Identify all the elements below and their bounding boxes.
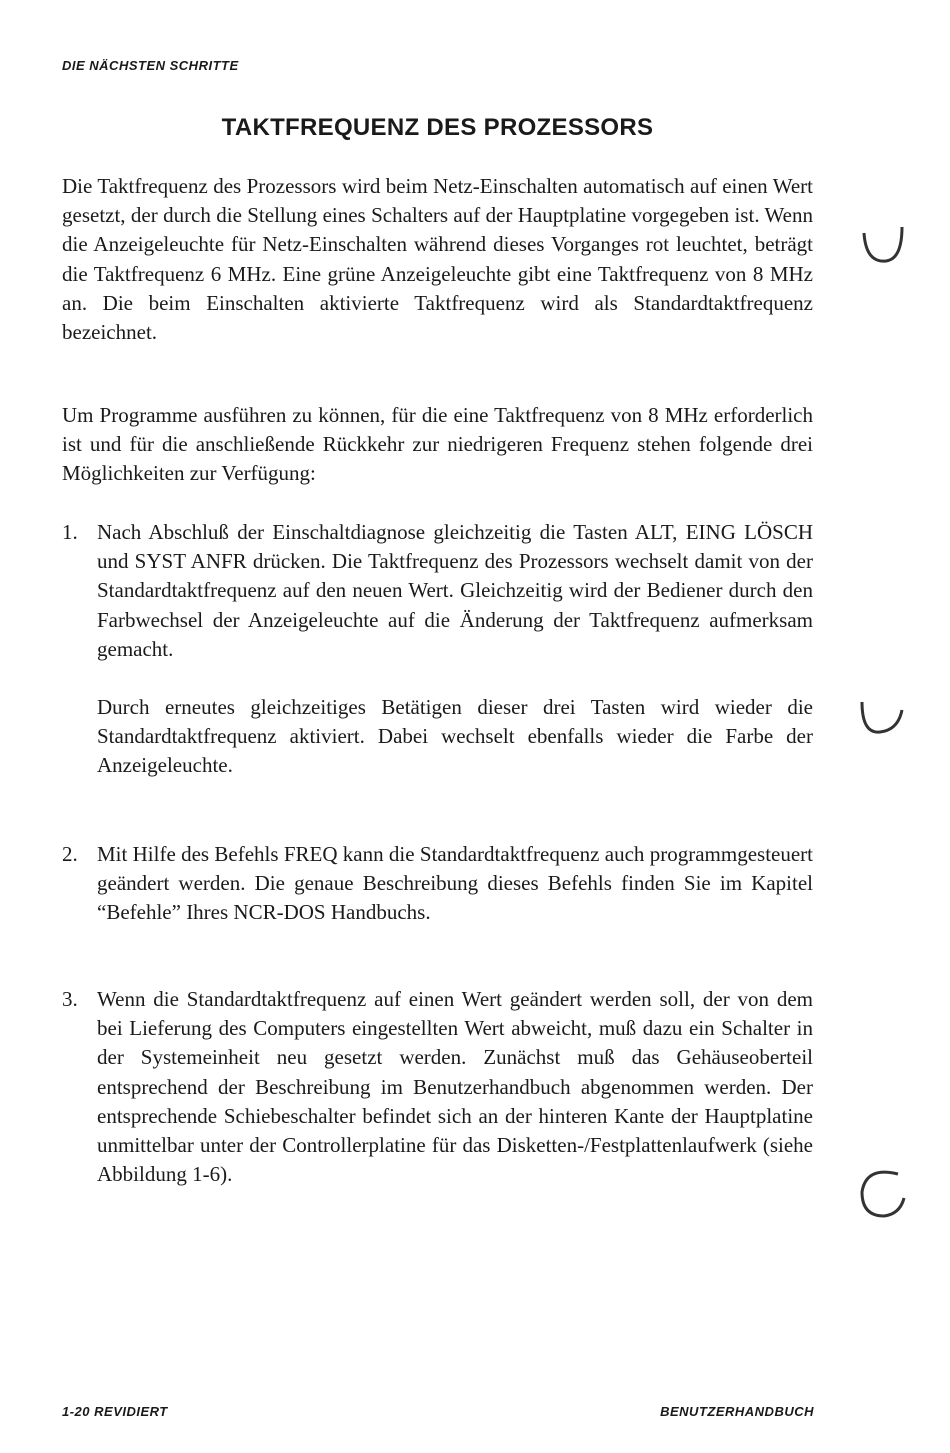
list-item-text: Mit Hilfe des Befehls FREQ kann die Standardtaktfrequenz auch programmgesteuert geändert werden. Die genaue Beschreibung dieses Befehls finden Sie im Kapitel “Befehle” Ihres NCR-DOS Handbuchs. (97, 842, 813, 925)
list-item-3 (62, 985, 813, 1189)
options-paragraph: Um Programme ausführen zu können, für die eine Taktfrequenz von 8 MHz erforderlich ist und für die anschließende Rückkehr zur niedrigeren Frequenz stehen folgende drei Möglichkeiten zur Verfügung: (62, 403, 813, 486)
binder-hole-mark-bottom (852, 1160, 912, 1230)
running-header: DIE NÄCHSTEN SCHRITTE (62, 58, 239, 73)
list-item-1 (62, 518, 813, 781)
list-item-number: 2. (62, 842, 78, 866)
binder-hole-mark-top (852, 205, 912, 275)
footer-book-title: BENUTZERHANDBUCH (660, 1404, 814, 1419)
list-item-text: Wenn die Standardtaktfrequenz auf einen Wert geändert werden soll, der von dem bei Lieferung des Computers eingestellten Wert abweicht, muß dazu ein Schalter in der Systemeinheit neu gesetzt werden. Zunächst muß das Gehäuseoberteil entsprechend der Beschreibung im Benutzerhandbuch abgenommen werden. Der entsprechende Schiebeschalter befindet sich an der hinteren Kante der Hauptplatine unmittelbar unter der Controllerplatine für das Disketten-/Festplattenlaufwerk (siehe Abbildung 1-6). (97, 987, 813, 1187)
section-title: TAKTFREQUENZ DES PROZESSORS (221, 114, 654, 141)
intro-paragraph: Die Taktfrequenz des Prozessors wird beim Netz-Einschalten automatisch auf einen Wert gesetzt, der durch die Stellung eines Schalters auf der Hauptplatine vorgegeben ist. Wenn die Anzeigeleuchte für Netz-Einschalten während dieses Vorganges rot leuchtet, beträgt die Taktfrequenz 6 MHz. Eine grüne Anzeigeleuchte gibt eine Taktfrequenz von 8 MHz an. Die beim Einschalten aktivierte Taktfrequenz wird als Standardtaktfrequenz bezeichnet. (62, 174, 813, 345)
footer-page-number: 1-20 REVIDIERT (62, 1404, 168, 1419)
list-item-followup-text: Durch erneutes gleichzeitiges Betätigen dieser drei Tasten wird wieder die Standardtaktfrequenz aktiviert. Dabei wechselt ebenfalls wieder die Farbe der Anzeigeleuchte. (97, 695, 813, 778)
list-item-number: 1. (62, 520, 78, 544)
list-item-2 (62, 840, 813, 928)
binder-hole-mark-middle (852, 690, 912, 750)
list-item-text: Nach Abschluß der Einschaltdiagnose gleichzeitig die Tasten ALT, EING LÖSCH und SYST ANFR drücken. Die Taktfrequenz des Prozessors wechselt damit von der Standardtaktfrequenz auf den neuen Wert. Gleichzeitig wird der Bediener durch den Farbwechsel der Anzeigeleuchte auf die Änderung der Taktfrequenz aufmerksam gemacht. (97, 520, 813, 661)
list-item-number: 3. (62, 987, 78, 1011)
